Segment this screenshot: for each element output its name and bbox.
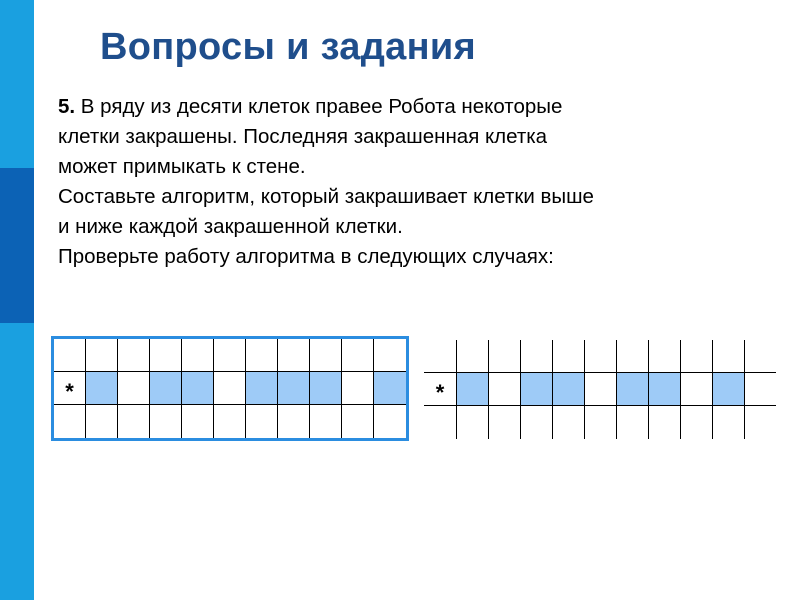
grid-cell [584,406,616,439]
filled-cell [182,372,214,405]
grid-cell [680,406,712,439]
grid-cell [118,339,150,372]
grid-cell [86,339,118,372]
grid-cell [342,405,374,438]
grid-cell [520,406,552,439]
grid-cell [246,339,278,372]
grid-cell [744,406,776,439]
filled-cell [150,372,182,405]
filled-cell [456,373,488,406]
sidebar-middle-band [0,168,34,323]
grid-cell [374,405,406,438]
grid-cell [456,406,488,439]
grid-row [54,339,406,372]
grid-cell [680,373,712,406]
robot-field-right [424,340,776,439]
filled-cell [246,372,278,405]
grid-cell [310,339,342,372]
grid-cell [118,405,150,438]
grid-cell [424,340,456,373]
grid-cell [182,339,214,372]
grid-cell [374,339,406,372]
grid-cell [648,340,680,373]
grid-cell [118,372,150,405]
sidebar-bottom-band [0,323,34,600]
grid-row [424,373,776,406]
grid-cell [54,339,86,372]
sidebar-top-band [0,0,34,168]
filled-cell [712,373,744,406]
grid-cell [246,405,278,438]
filled-cell [86,372,118,405]
grid-cell [488,373,520,406]
grid-cell [584,340,616,373]
grid-cell [86,405,118,438]
grid-cell [616,340,648,373]
grid-cell [214,372,246,405]
filled-cell [616,373,648,406]
grid-row [424,340,776,373]
task-text [58,92,778,272]
grid-cell [616,406,648,439]
grid-row [424,406,776,439]
filled-cell [374,372,406,405]
grid-cell [680,340,712,373]
filled-cell [520,373,552,406]
slide-title: Вопросы и задания [100,26,476,68]
grid-cell [744,340,776,373]
grid-cell [150,339,182,372]
filled-cell [310,372,342,405]
robot-field-left [51,336,409,441]
filled-cell [552,373,584,406]
robot-marker: * [424,373,456,406]
task-line-3: может примыкать к стене. [58,155,306,178]
filled-cell [648,373,680,406]
grid-cell [342,339,374,372]
grid-row [54,405,406,438]
grid-cell [488,406,520,439]
grid-cell [456,340,488,373]
grid-cell [712,340,744,373]
grid-cell [584,373,616,406]
task-line-4: Составьте алгоритм, который закрашивает клетки выше [58,185,594,208]
grid-cell [182,405,214,438]
grid-cell [552,340,584,373]
grid-cell [648,406,680,439]
grid-cell [424,406,456,439]
grid-cell [278,339,310,372]
grid-row [54,372,406,405]
task-line-1-text: В ряду из десяти клеток правее Робота некоторые [75,95,563,118]
grid-cell [54,405,86,438]
grid-cell [488,340,520,373]
task-line-1 [58,92,778,122]
filled-cell [278,372,310,405]
grid-cell [342,372,374,405]
grid-cell [278,405,310,438]
grid-cell [214,339,246,372]
grid-cell [214,405,246,438]
task-line-5: и ниже каждой закрашенной клетки. [58,215,403,238]
robot-marker: * [54,372,86,405]
grid-cell [310,405,342,438]
task-line-6: Проверьте работу алгоритма в следующих случаях: [58,245,554,268]
task-line-2: клетки закрашены. Последняя закрашенная клетка [58,125,548,148]
grid-cell [552,406,584,439]
grid-cell [744,373,776,406]
grid-cell [520,340,552,373]
task-number: 5. [58,95,76,118]
grid-cell [712,406,744,439]
grid-cell [150,405,182,438]
